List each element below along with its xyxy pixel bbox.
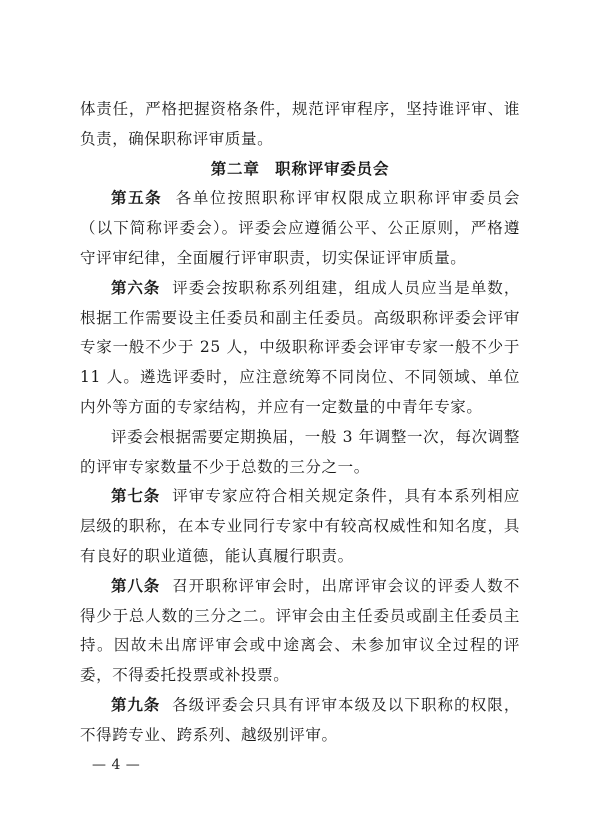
- article-label: 第七条: [111, 487, 161, 506]
- paragraph-text: 评委会根据需要定期换届，一般 3 年调整一次，每次调整的评审专家数量不少于总数的三分之一。: [80, 427, 520, 476]
- article-6-subparagraph: [80, 423, 520, 483]
- chapter-heading: [80, 155, 520, 185]
- document-body: [80, 95, 520, 751]
- article-label: 第六条: [111, 278, 161, 297]
- article-paragraph-7: [80, 482, 520, 571]
- article-text: 各级评委会只具有评审本级及以下职称的权限，不得跨专业、跨系列、越级别评审。: [80, 695, 520, 744]
- page-number: — 4 —: [92, 757, 141, 773]
- article-paragraph-8: [80, 572, 520, 691]
- continued-paragraph: [80, 95, 520, 155]
- article-paragraph-6: [80, 274, 520, 423]
- article-text: 召开职称评审会时，出席评审会议的评委人数不得少于总人数的三分之二。评审会由主任委员或副主任委员主持。因故未出席评审会或中途离会、未参加审议全过程的评委，不得委托投票或补投票。: [80, 576, 520, 685]
- article-label: 第五条: [111, 189, 163, 208]
- article-text: 各单位按照职称评审权限成立职称评审委员会（以下简称评委会）。评委会应遵循公平、公正原则，严格遵守评审纪律，全面履行评审职责，切实保证评审质量。: [80, 189, 520, 267]
- chapter-title: 职称评审委员会: [275, 159, 390, 178]
- article-paragraph-5: [80, 184, 520, 273]
- article-paragraph-9: [80, 691, 520, 751]
- article-label: 第九条: [111, 695, 161, 714]
- chapter-number: 第二章: [210, 159, 260, 178]
- article-label: 第八条: [111, 576, 161, 595]
- paragraph-text: 体责任，严格把握资格条件，规范评审程序，坚持谁评审、谁负责，确保职称评审质量。: [80, 100, 520, 148]
- article-text: 评委会按职称系列组建，组成人员应当是单数，根据工作需要设主任委员和副主任委员。高级职称评委会评审专家一般不少于 25 人，中级职称评委会评审专家一般不少于 11 人。遴选评委时，应注意统筹不同岗位、不同领域、单位内外等方面的专家结构，并应有一定数量的中青年专家。: [80, 278, 520, 416]
- article-text: 评审专家应符合相关规定条件，具有本系列相应层级的职称，在本专业同行专家中有较高权威性和知名度，具有良好的职业道德，能认真履行职责。: [80, 487, 520, 565]
